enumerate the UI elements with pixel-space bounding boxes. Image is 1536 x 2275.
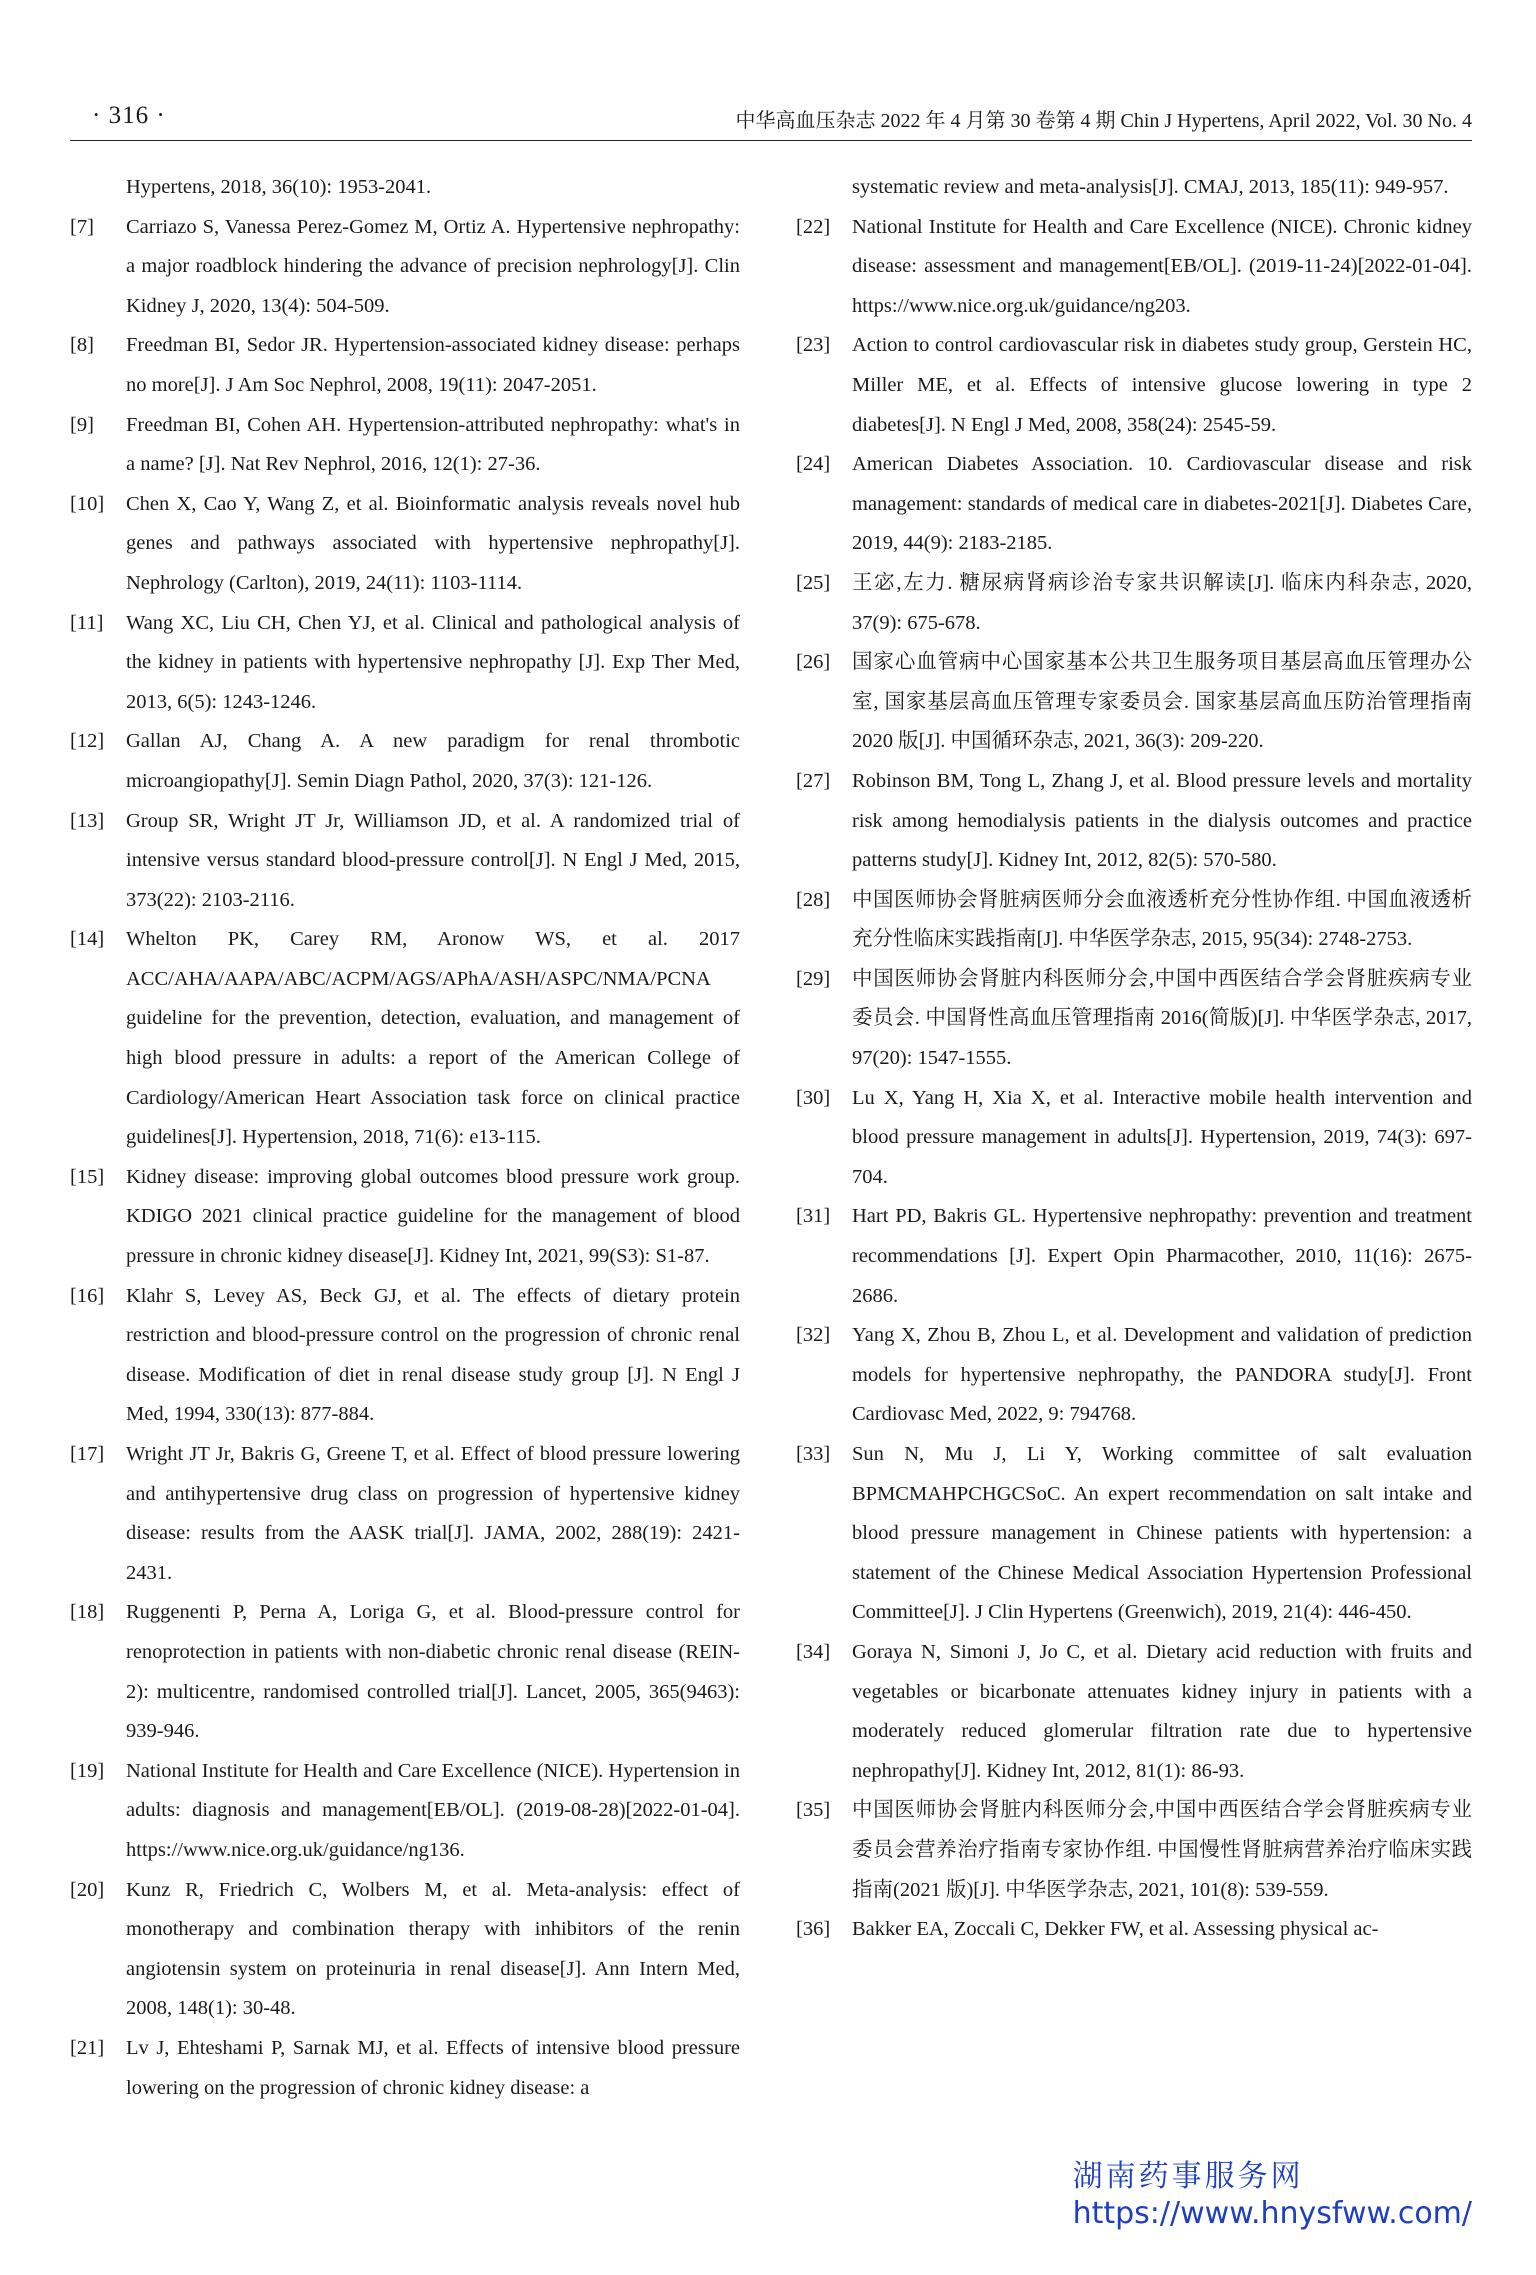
reference-text: Yang X, Zhou B, Zhou L, et al. Development and validation of prediction models for hypertensive nephropathy, the PANDORA study[J]. Front Cardiovasc Med, 2022, 9: 794768. xyxy=(852,1324,1472,1426)
reference-text: 中国医师协会肾脏内科医师分会,中国中西医结合学会肾脏疾病专业委员会营养治疗指南专家协作组. 中国慢性肾脏病营养治疗临床实践指南(2021 版)[J]. 中华医学杂志, 2021, 101(8): 539-559. xyxy=(852,1799,1472,1901)
reference-number: [29] xyxy=(796,967,831,990)
reference-number: [12] xyxy=(70,730,105,753)
reference-item xyxy=(70,1593,740,1751)
reference-continuation: systematic review and meta-analysis[J]. CMAJ, 2013, 185(11): 949-957. xyxy=(852,176,1449,198)
reference-item xyxy=(796,208,1472,327)
reference-number: [27] xyxy=(796,769,831,792)
reference-number: [9] xyxy=(70,413,94,436)
reference-item xyxy=(796,960,1472,1079)
reference-text: Whelton PK, Carey RM, Aronow WS, et al. 2017 ACC/AHA/AAPA/ABC/ACPM/AGS/APhA/ASH/ASPC/NMA/PCNA guideline for the prevention, detection, evaluation, and management of high blood pressure in adults: a report of the American College of Cardiology/American Heart Association task force on clinical practice guidelines[J]. Hypertension, 2018, 71(6): e13-115. xyxy=(126,928,740,1149)
reference-item xyxy=(796,445,1472,564)
reference-text: Carriazo S, Vanessa Perez-Gomez M, Ortiz A. Hypertensive nephropathy: a major roadblock hindering the advance of precision nephrology[J]. Clin Kidney J, 2020, 13(4): 504-509. xyxy=(126,215,740,317)
reference-item xyxy=(70,802,740,921)
watermark xyxy=(1073,2158,1472,2232)
reference-item xyxy=(796,1633,1472,1791)
reference-text: National Institute for Health and Care Excellence (NICE). Chronic kidney disease: assessment and management[EB/OL]. (2019-11-24)[2022-01-04]. https://www.nice.org.uk/guidance/ng203. xyxy=(852,215,1472,317)
reference-number: [36] xyxy=(796,1918,831,1941)
reference-number: [34] xyxy=(796,1640,831,1663)
reference-item xyxy=(70,1871,740,2029)
reference-text: Kunz R, Friedrich C, Wolbers M, et al. Meta-analysis: effect of monotherapy and combination therapy with inhibitors of the renin angiotensin system on proteinuria in renal disease[J]. Ann Intern Med, 2008, 148(1): 30-48. xyxy=(126,1878,740,2020)
right-column xyxy=(796,168,1472,1950)
reference-text: Action to control cardiovascular risk in diabetes study group, Gerstein HC, Miller ME, et al. Effects of intensive glucose lowering in type 2 diabetes[J]. N Engl J Med, 2008, 358(24): 2545-59. xyxy=(852,334,1472,436)
reference-text: Wright JT Jr, Bakris G, Greene T, et al. Effect of blood pressure lowering and antihypertensive drug class on progression of hypertensive kidney disease: results from the AASK trial[J]. JAMA, 2002, 288(19): 2421-2431. xyxy=(126,1443,740,1584)
reference-item xyxy=(70,326,740,405)
reference-number: [30] xyxy=(796,1086,831,1109)
reference-text: Freedman BI, Cohen AH. Hypertension-attributed nephropathy: what's in a name? [J]. Nat Rev Nephrol, 2016, 12(1): 27-36. xyxy=(126,413,740,476)
left-column xyxy=(70,168,740,2108)
watermark-url[interactable]: https://www.hnysfww.com/ xyxy=(1072,2196,1472,2231)
reference-item xyxy=(796,564,1472,643)
reference-text: Robinson BM, Tong L, Zhang J, et al. Blood pressure levels and mortality risk among hemodialysis patients in the dialysis outcomes and practice patterns study[J]. Kidney Int, 2012, 82(5): 570-580. xyxy=(852,769,1472,872)
reference-text: American Diabetes Association. 10. Cardiovascular disease and risk management: standards of medical care in diabetes-2021[J]. Diabetes Care, 2019, 44(9): 2183-2185. xyxy=(852,453,1472,555)
reference-number: [16] xyxy=(70,1284,105,1307)
reference-text: Ruggenenti P, Perna A, Loriga G, et al. Blood-pressure control for renoprotection in patients with non-diabetic chronic renal disease (REIN-2): multicentre, randomised controlled trial[J]. Lancet, 2005, 365(9463): 939-946. xyxy=(126,1601,740,1743)
reference-item xyxy=(796,1197,1472,1316)
reference-item xyxy=(70,406,740,485)
reference-number: [28] xyxy=(796,888,831,911)
reference-item xyxy=(796,326,1472,445)
reference-item xyxy=(70,485,740,604)
reference-item xyxy=(70,1158,740,1277)
reference-item xyxy=(796,643,1472,762)
reference-number: [31] xyxy=(796,1205,831,1228)
reference-text: Lu X, Yang H, Xia X, et al. Interactive mobile health intervention and blood pressure management in adults[J]. Hypertension, 2019, 74(3): 697-704. xyxy=(852,1086,1472,1188)
reference-list-left xyxy=(70,208,740,2109)
page-header xyxy=(70,100,1472,141)
reference-item xyxy=(70,1277,740,1435)
reference-text: 中国医师协会肾脏病医师分会血液透析充分性协作组. 中国血液透析充分性临床实践指南[J]. 中华医学杂志, 2015, 95(34): 2748-2753. xyxy=(852,888,1472,951)
reference-text: Lv J, Ehteshami P, Sarnak MJ, et al. Effects of intensive blood pressure lowering on the progression of chronic kidney disease: a xyxy=(126,2036,740,2099)
reference-number: [13] xyxy=(70,809,105,832)
reference-text: Sun N, Mu J, Li Y, Working committee of salt evaluation BPMCMAHPCHGCSoC. An expert recommendation on salt intake and blood pressure management in Chinese patients with hypertension: a statement of the Chinese Medical Association Hypertension Professional Committee[J]. J Clin Hypertens (Greenwich), 2019, 21(4): 446-450. xyxy=(852,1443,1472,1624)
reference-item xyxy=(70,208,740,327)
reference-text: 国家心血管病中心国家基本公共卫生服务项目基层高血压管理办公室, 国家基层高血压管理专家委员会. 国家基层高血压防治管理指南 2020 版[J]. 中国循环杂志, 2021, 36(3): 209-220. xyxy=(852,651,1472,753)
reference-item xyxy=(796,1316,1472,1435)
reference-text: Chen X, Cao Y, Wang Z, et al. Bioinformatic analysis reveals novel hub genes and pathways associated with hypertensive nephropathy[J]. Nephrology (Carlton), 2019, 24(11): 1103-1114. xyxy=(126,492,740,594)
reference-number: [14] xyxy=(70,928,105,951)
reference-item xyxy=(796,881,1472,960)
reference-item xyxy=(796,762,1472,881)
reference-item xyxy=(70,920,740,1158)
reference-text: Wang XC, Liu CH, Chen YJ, et al. Clinical and pathological analysis of the kidney in patients with hypertensive nephropathy [J]. Exp Ther Med, 2013, 6(5): 1243-1246. xyxy=(126,611,740,713)
reference-item xyxy=(796,1910,1472,1950)
reference-number: [24] xyxy=(796,453,831,476)
reference-continuation: Hypertens, 2018, 36(10): 1953-2041. xyxy=(126,176,432,198)
reference-text: 中国医师协会肾脏内科医师分会,中国中西医结合学会肾脏疾病专业委员会. 中国肾性高血压管理指南 2016(简版)[J]. 中华医学杂志, 2017, 97(20): 1547-1555. xyxy=(852,967,1472,1070)
reference-number: [17] xyxy=(70,1443,105,1465)
watermark-site-name: 湖南药事服务网 xyxy=(1072,2159,1304,2194)
reference-number: [18] xyxy=(70,1601,105,1624)
reference-text: Goraya N, Simoni J, Jo C, et al. Dietary acid reduction with fruits and vegetables or bicarbonate attenuates kidney injury in patients with a moderately reduced glomerular filtration rate due to hypertensive nephropathy[J]. Kidney Int, 2012, 81(1): 86-93. xyxy=(852,1640,1472,1782)
reference-item xyxy=(70,1435,740,1593)
reference-number: [10] xyxy=(70,492,105,515)
reference-number: [20] xyxy=(70,1878,105,1901)
reference-text: Gallan AJ, Chang A. A new paradigm for renal thrombotic microangiopathy[J]. Semin Diagn Pathol, 2020, 37(3): 121-126. xyxy=(126,730,740,792)
reference-text: 王宓,左力. 糖尿病肾病诊治专家共识解读[J]. 临床内科杂志, 2020, 37(9): 675-678. xyxy=(852,571,1472,634)
reference-item xyxy=(70,604,740,723)
reference-number: [7] xyxy=(70,215,94,238)
reference-number: [33] xyxy=(796,1443,831,1465)
reference-text: National Institute for Health and Care Excellence (NICE). Hypertension in adults: diagnosis and management[EB/OL]. (2019-08-28)[2022-01-04]. https://www.nice.org.uk/guidance/ng136. xyxy=(126,1759,740,1861)
reference-number: [32] xyxy=(796,1324,831,1347)
reference-item xyxy=(796,1791,1472,1910)
reference-number: [11] xyxy=(70,611,104,634)
reference-text: Freedman BI, Sedor JR. Hypertension-associated kidney disease: perhaps no more[J]. J Am Soc Nephrol, 2008, 19(11): 2047-2051. xyxy=(126,334,740,396)
reference-text: Klahr S, Levey AS, Beck GJ, et al. The effects of dietary protein restriction and blood-pressure control on the progression of chronic renal disease. Modification of diet in renal disease study group [J]. N Engl J Med, 1994, 330(13): 877-884. xyxy=(126,1284,740,1426)
reference-number: [22] xyxy=(796,215,831,238)
reference-item xyxy=(796,1079,1472,1198)
reference-number: [26] xyxy=(796,651,831,674)
page-number: · 316 · xyxy=(92,102,166,129)
reference-item xyxy=(70,722,740,801)
reference-number: [21] xyxy=(70,2036,105,2059)
reference-number: [15] xyxy=(70,1165,105,1188)
reference-number: [35] xyxy=(796,1799,831,1822)
reference-number: [25] xyxy=(796,571,831,594)
reference-text: Hart PD, Bakris GL. Hypertensive nephropathy: prevention and treatment recommendations [J]. Expert Opin Pharmacother, 2010, 11(16): 2675-2686. xyxy=(852,1205,1472,1307)
reference-list-right xyxy=(796,208,1472,1950)
reference-number: [19] xyxy=(70,1759,105,1782)
reference-item xyxy=(70,2029,740,2108)
reference-text: Kidney disease: improving global outcomes blood pressure work group. KDIGO 2021 clinical practice guideline for the management of blood pressure in chronic kidney disease[J]. Kidney Int, 2021, 99(S3): S1-87. xyxy=(126,1165,740,1268)
reference-text: Bakker EA, Zoccali C, Dekker FW, et al. Assessing physical ac- xyxy=(852,1918,1379,1941)
reference-number: [8] xyxy=(70,334,94,357)
journal-running-title: 中华高血压杂志 2022 年 4 月第 30 卷第 4 期 Chin J Hypertens, April 2022, Vol. 30 No. 4 xyxy=(735,110,1472,132)
reference-number: [23] xyxy=(796,334,831,357)
reference-text: Group SR, Wright JT Jr, Williamson JD, et al. A randomized trial of intensive versus standard blood-pressure control[J]. N Engl J Med, 2015, 373(22): 2103-2116. xyxy=(126,809,740,911)
reference-item xyxy=(796,1435,1472,1633)
reference-item xyxy=(70,1752,740,1871)
